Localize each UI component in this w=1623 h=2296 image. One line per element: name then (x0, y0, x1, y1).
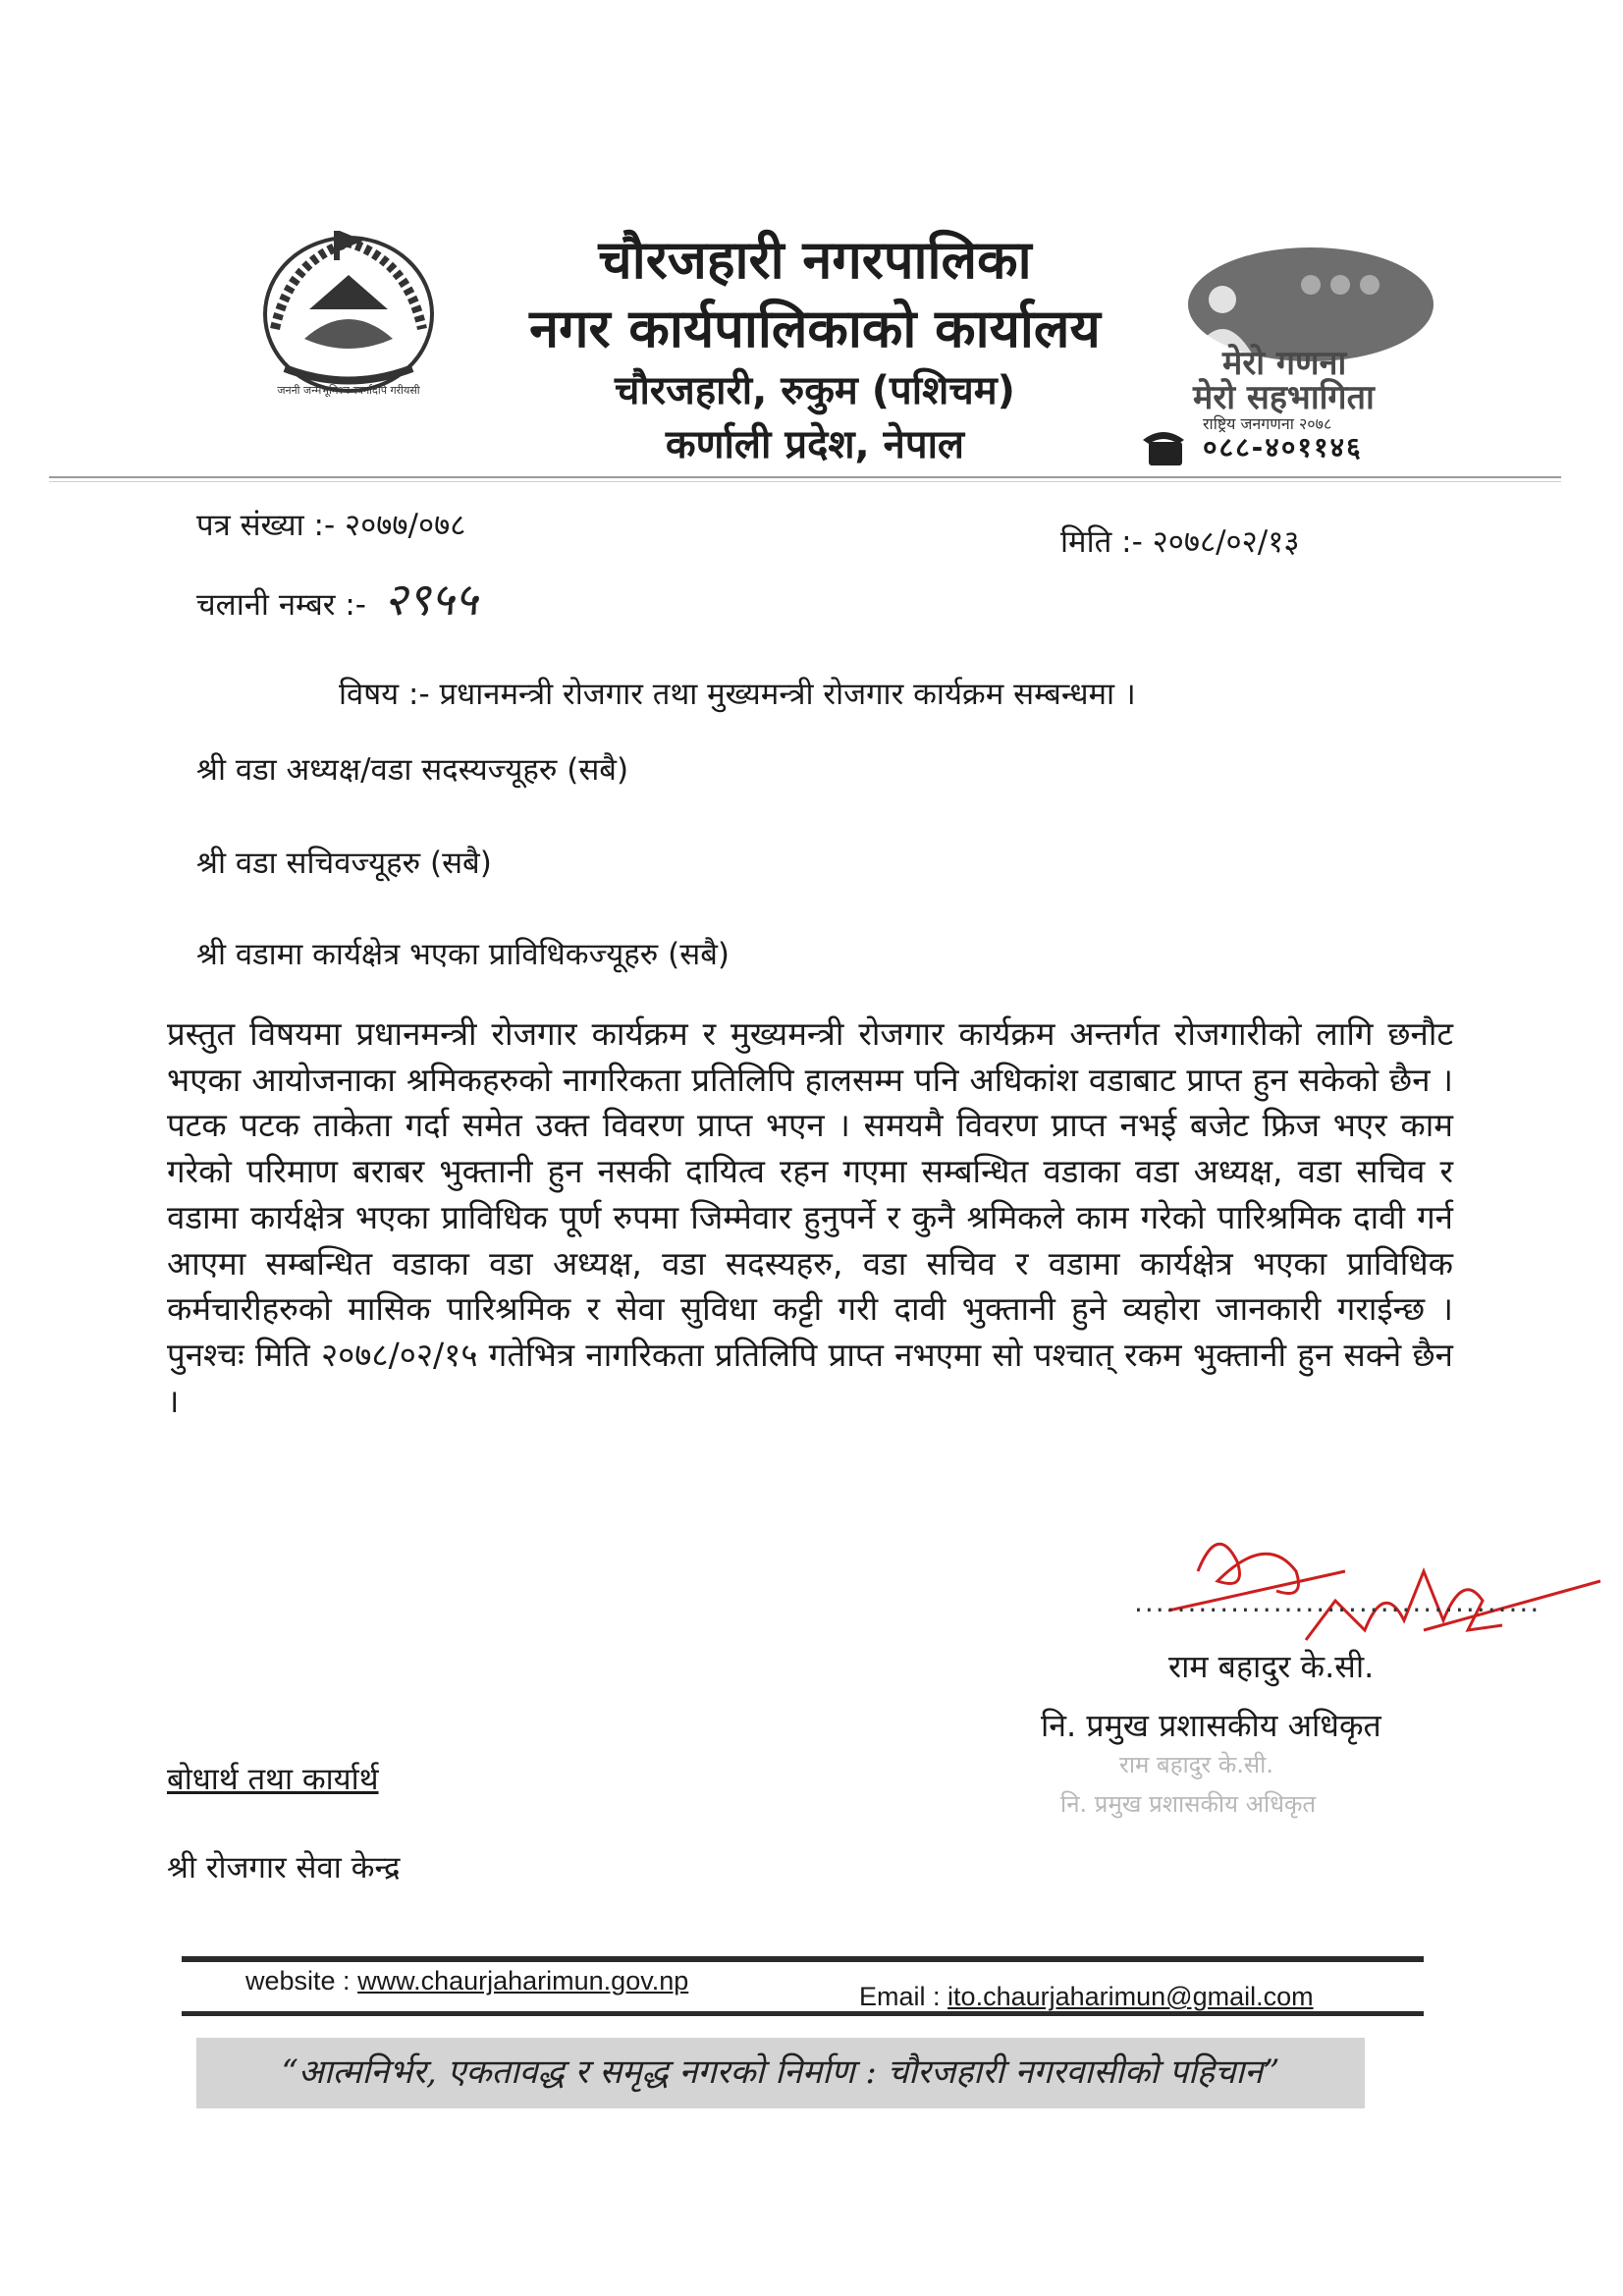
letter-date (1060, 520, 1299, 562)
email (859, 1982, 1314, 2012)
phone-number: ०८८-४०११४६ (1203, 431, 1363, 464)
phone-contact (1139, 424, 1453, 473)
website (245, 1966, 688, 1996)
website-label: website : (245, 1966, 351, 1995)
telephone-icon (1139, 424, 1188, 468)
emblem-caption: जननी जन्मभूमिश्च स्वर्गादपि गरीयसी (277, 384, 420, 397)
office-name: नगर कार्यपालिकाको कार्यालय (529, 298, 1101, 359)
letter-number (196, 504, 465, 545)
stamp-title: नि. प्रमुख प्रशासकीय अधिकृत (1060, 1790, 1317, 1818)
stamp-name: राम बहादुर के.सी. (1119, 1751, 1273, 1778)
census-line1: मेरो गणना (1222, 344, 1347, 383)
addressee: श्री वडा सचिवज्यूहरु (सबै) (196, 846, 492, 881)
letter-body: प्रस्तुत विषयमा प्रधानमन्त्री रोजगार कार्यक्रम र मुख्यमन्त्री रोजगार कार्यक्रम अन्तर्गत रोजगारीको लागि छनौट भएका आयोजनाका श्रमिकहरुको नागरिकता प्रतिलिपि हालसम्म पनि अधिकांश वडाबाट प्राप्त हुन सकेको छैन । पटक पटक ताकेता गर्दा समेत उक्त विवरण प्राप्त भएन । समयमै विवरण प्राप्त नभई बजेट फ्रिज भएर काम गरेको परिमाण बराबर भुक्तानी हुन नसकी दायित्व रहन गएमा सम्बन्धित वडाका वडा अध्यक्ष, वडा सचिव र वडामा कार्यक्षेत्र भएका प्राविधिक पूर्ण रुपमा जिम्मेवार हुनुपर्ने र कुनै श्रमिकले काम गरेको पारिश्रमिक दावी गर्न आएमा सम्बन्धित वडाका वडा अध्यक्ष, वडा सदस्यहरु, वडा सचिव र वडामा कार्यक्षेत्र भएका प्राविधिक कर्मचारीहरुको मासिक पारिश्रमिक र सेवा सुविधा कट्टी गरी दावी भुक्तानी हुने व्यहोरा जानकारी गराईन्छ । पुनश्चः मिति २०७८/०२/१५ गतेभित्र नागरिकता प्रतिलिपि प्राप्त नभएमा सो पश्चात् रकम भुक्तानी हुन सक्ने छैन । (167, 1014, 1453, 1420)
dispatch-number-value: २९५५ (383, 573, 478, 626)
addressee: श्री वडा अध्यक्ष/वडा सदस्यज्यूहरु (सबै) (196, 752, 629, 788)
dispatch-number (196, 568, 478, 629)
census-logo (1163, 246, 1434, 433)
signatory-name: राम बहादुर के.सी. (1168, 1648, 1375, 1685)
motto-text: “आत्मनिर्भर, एकतावद्ध र समृद्ध नगरको निर्माण : चौरजहारी नगरवासीको पहिचान” (281, 2052, 1280, 2092)
letter-date-value: २०७८/०२/१३ (1152, 524, 1300, 560)
signature-dots: ...................................... (1134, 1586, 1542, 1618)
signatory-title: नि. प्रमुख प्रशासकीय अधिकृत (1041, 1707, 1381, 1744)
letter-date-label: मिति :- (1060, 524, 1143, 560)
cc-item: श्री रोजगार सेवा केन्द्र (167, 1850, 401, 1886)
letter-number-value: २०७७/०७८ (345, 508, 466, 543)
census-line2: मेरो सहभागिता (1193, 378, 1375, 417)
province-country: कर्णाली प्रदेश, नेपाल (665, 422, 965, 467)
email-link[interactable]: ito.chaurjaharimun@gmail.com (947, 1982, 1314, 2011)
header-divider-thin (49, 481, 1561, 482)
municipality-name: चौरजहारी नगरपालिका (598, 229, 1032, 291)
email-label: Email : (859, 1982, 941, 2011)
census-line3: राष्ट्रिय जनगणना २०७८ (1203, 414, 1332, 433)
header-divider (49, 476, 1561, 478)
website-link[interactable]: www.chaurjaharimun.gov.np (357, 1966, 689, 1995)
subject-line: विषय :- प्रधानमन्त्री रोजगार तथा मुख्यमन्त्री रोजगार कार्यक्रम सम्बन्धमा । (339, 677, 1136, 712)
dispatch-number-label: चलानी नम्बर :- (196, 587, 366, 623)
cc-title: बोधार्थ तथा कार्यार्थ (167, 1762, 379, 1797)
nepal-emblem-icon (250, 221, 447, 403)
addressee: श्री वडामा कार्यक्षेत्र भएका प्राविधिकज्यूहरु (सबै) (196, 937, 730, 972)
footer-divider-bottom (182, 2011, 1424, 2016)
footer-divider-top (182, 1956, 1424, 1962)
office-location: चौरजहारी, रुकुम (पशिचम) (615, 368, 1015, 413)
letter-number-label: पत्र संख्या :- (196, 508, 336, 543)
